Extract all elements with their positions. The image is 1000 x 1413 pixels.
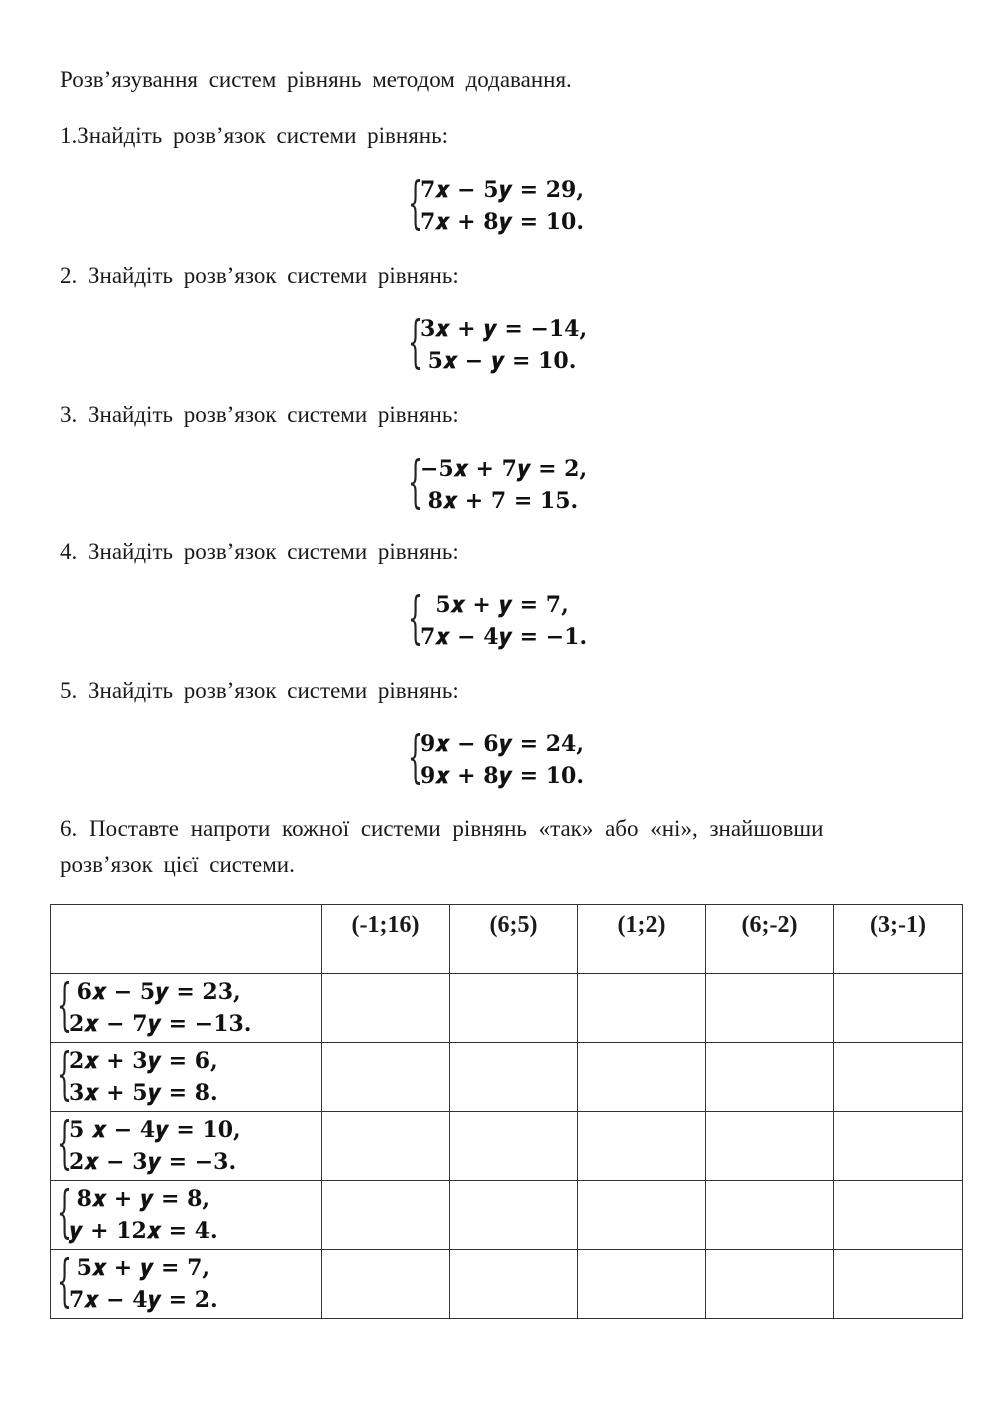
equation-2: 7𝒙 + 8𝒚 = 10. — [420, 209, 585, 235]
answer-cell[interactable] — [578, 1043, 706, 1112]
task-3-heading: 3. Знайдіть розв’язок системи рівнянь: — [60, 402, 459, 427]
system-cell — [51, 1043, 322, 1112]
header-cell: (6;-2) — [706, 905, 834, 974]
task-5-heading: 5. Знайдіть розв’язок системи рівнянь: — [60, 678, 459, 703]
table-row — [51, 1181, 963, 1250]
brace-icon: { — [57, 1111, 72, 1176]
table-row — [51, 974, 963, 1043]
equation-1: 5𝒙 + 𝒚 = 7, — [69, 1255, 211, 1281]
system-cell — [51, 1112, 322, 1181]
equation-1: 7𝒙 − 5𝒚 = 29, — [420, 177, 585, 203]
task-6-line-2: розв’язок цієї системи. — [60, 852, 295, 877]
brace-icon: { — [408, 450, 423, 515]
equation-1: 2𝒙 + 3𝒚 = 6, — [69, 1048, 218, 1074]
brace-icon: { — [57, 1042, 72, 1107]
answer-cell[interactable] — [450, 974, 578, 1043]
answer-cell[interactable] — [706, 1112, 834, 1181]
answer-cell[interactable] — [578, 1181, 706, 1250]
answer-cell[interactable] — [322, 1112, 450, 1181]
equation-1: 8𝒙 + 𝒚 = 8, — [69, 1186, 211, 1212]
answer-cell[interactable] — [578, 1112, 706, 1181]
system-cell — [51, 1181, 322, 1250]
answer-cell[interactable] — [450, 1112, 578, 1181]
answer-cell[interactable] — [322, 1181, 450, 1250]
equation-1: 3𝒙 + 𝒚 = −14, — [420, 316, 588, 342]
task-2-heading: 2. Знайдіть розв’язок системи рівнянь: — [60, 263, 459, 288]
equation-2: 3𝒙 + 5𝒚 = 8. — [69, 1080, 218, 1106]
equation-2: 9𝒙 + 8𝒚 = 10. — [420, 763, 585, 789]
brace-icon: { — [408, 171, 423, 236]
brace-icon: { — [57, 1180, 72, 1245]
equation-2: 5𝒙 − 𝒚 = 10. — [420, 348, 577, 374]
answer-cell[interactable] — [450, 1250, 578, 1319]
brace-icon: { — [57, 1249, 72, 1314]
answer-cell[interactable] — [322, 974, 450, 1043]
task-4-heading: 4. Знайдіть розв’язок системи рівнянь: — [60, 539, 459, 564]
equation-1: 5 𝒙 − 4𝒚 = 10, — [69, 1117, 241, 1143]
equation-2: 𝒚 + 12𝒙 = 4. — [69, 1218, 218, 1244]
header-cell: (6;5) — [450, 905, 578, 974]
header-cell: (3;-1) — [834, 905, 963, 974]
answer-cell[interactable] — [706, 1043, 834, 1112]
header-cell-empty — [51, 905, 322, 974]
brace-icon: { — [408, 586, 423, 651]
answer-cell[interactable] — [834, 1112, 963, 1181]
answer-table — [50, 904, 963, 1319]
equation-2: 7𝒙 − 4𝒚 = 2. — [69, 1287, 218, 1313]
table-row — [51, 1250, 963, 1319]
answer-cell[interactable] — [322, 1250, 450, 1319]
answer-cell[interactable] — [706, 974, 834, 1043]
answer-cell[interactable] — [578, 1250, 706, 1319]
header-cell: (-1;16) — [322, 905, 450, 974]
page-title: Розв’язування систем рівнянь методом додавання. — [60, 67, 572, 92]
answer-cell[interactable] — [450, 1181, 578, 1250]
equation-1: 5𝒙 + 𝒚 = 7, — [420, 592, 569, 618]
header-cell: (1;2) — [578, 905, 706, 974]
answer-cell[interactable] — [834, 1043, 963, 1112]
equation-1: −5𝒙 + 7𝒚 = 2, — [420, 456, 588, 482]
equation-2: 8𝒙 + 7 = 15. — [420, 488, 579, 514]
brace-icon: { — [408, 310, 423, 375]
system-cell — [51, 1250, 322, 1319]
equation-1: 9𝒙 − 6𝒚 = 24, — [420, 731, 585, 757]
task-1-heading: 1.Знайдіть розв’язок системи рівнянь: — [60, 123, 448, 148]
answer-cell[interactable] — [578, 974, 706, 1043]
answer-cell[interactable] — [834, 974, 963, 1043]
answer-cell[interactable] — [450, 1043, 578, 1112]
table-row — [51, 1043, 963, 1112]
brace-icon: { — [408, 725, 423, 790]
equation-1: 6𝒙 − 5𝒚 = 23, — [69, 979, 241, 1005]
table-header-row — [51, 905, 963, 974]
answer-cell[interactable] — [706, 1181, 834, 1250]
answer-cell[interactable] — [706, 1250, 834, 1319]
equation-2: 2𝒙 − 3𝒚 = −3. — [69, 1149, 237, 1175]
task-6-line-1: 6. Поставте напроти кожної системи рівнянь «так» або «ні», знайшовши — [60, 816, 824, 841]
answer-cell[interactable] — [834, 1181, 963, 1250]
system-cell — [51, 974, 322, 1043]
equation-2: 7𝒙 − 4𝒚 = −1. — [420, 624, 588, 650]
brace-icon: { — [57, 973, 72, 1038]
answer-cell[interactable] — [834, 1250, 963, 1319]
equation-2: 2𝒙 − 7𝒚 = −13. — [69, 1011, 252, 1037]
table-row — [51, 1112, 963, 1181]
answer-cell[interactable] — [322, 1043, 450, 1112]
